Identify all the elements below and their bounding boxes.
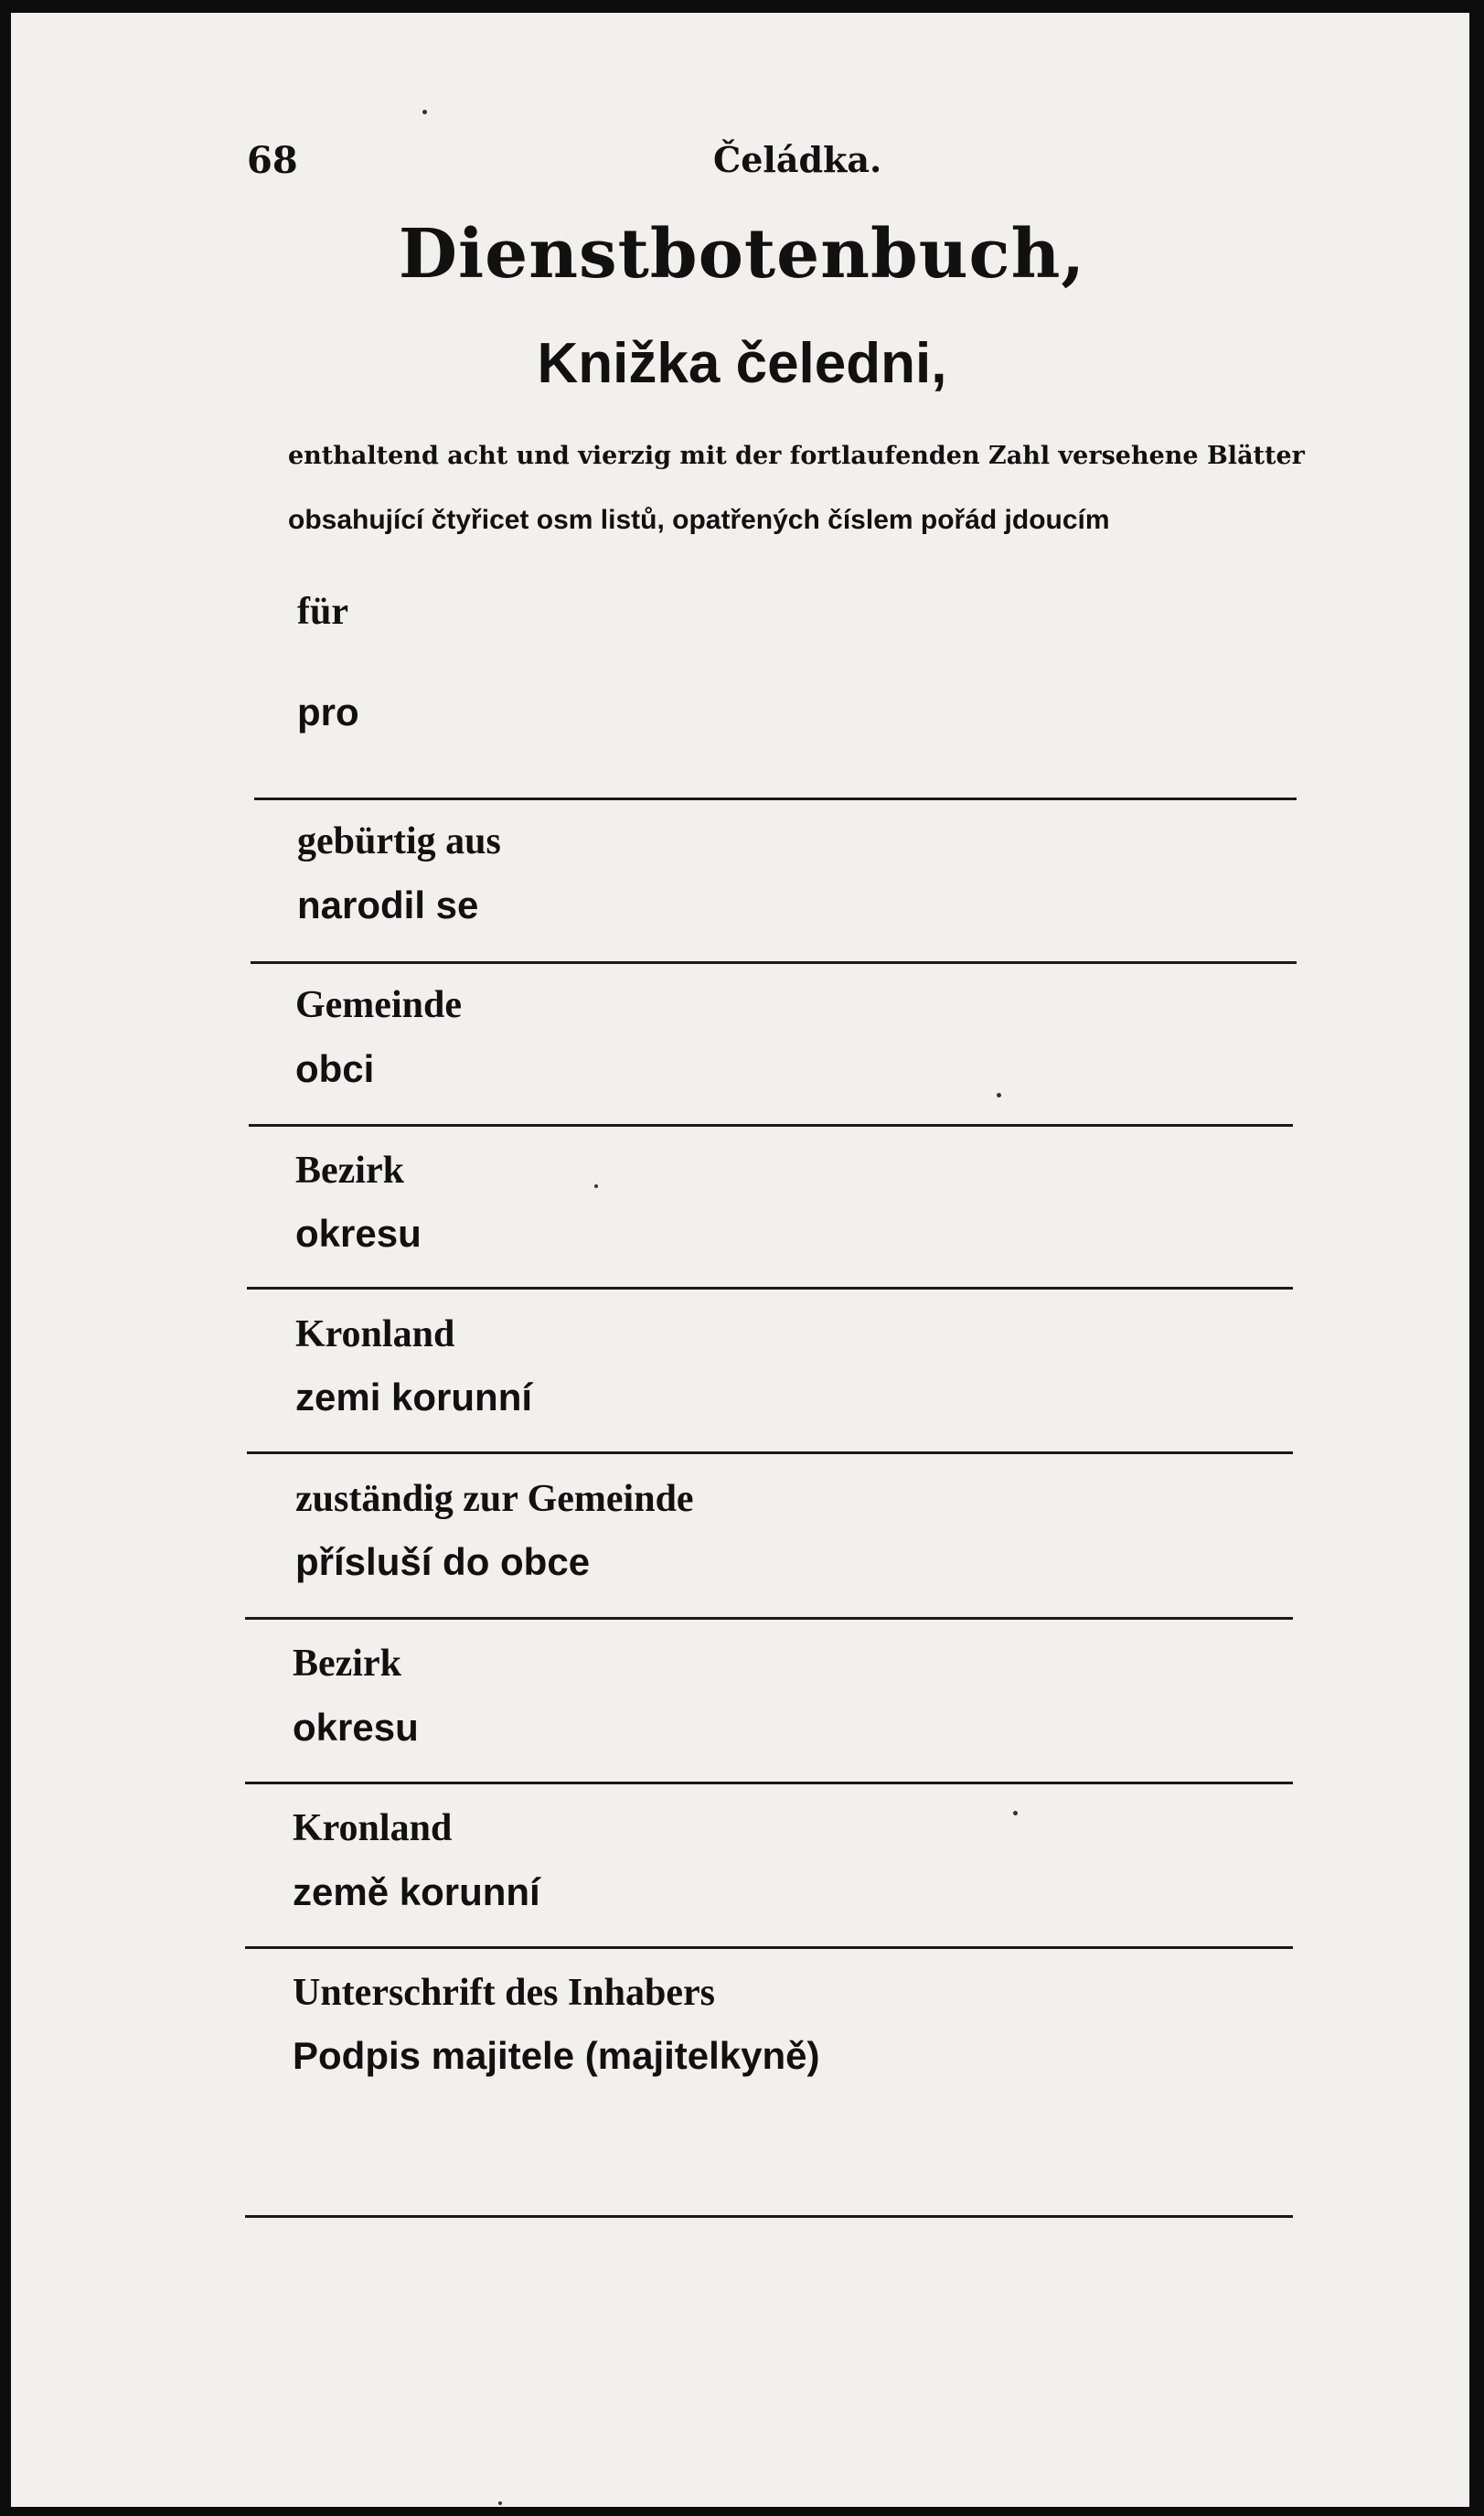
- field-crownland-german: Kronland: [295, 1313, 455, 1355]
- field-domicile-german: zuständig zur Gemeinde: [295, 1478, 694, 1520]
- field-for-czech: pro: [297, 691, 359, 733]
- field-municipality-czech: obci: [295, 1047, 375, 1090]
- field-crownland-czech: zemi korunní: [295, 1376, 533, 1419]
- field-district-czech: okresu: [295, 1212, 422, 1255]
- field-rule-signature: [245, 2215, 1293, 2218]
- field-rule-crownland2: [245, 1946, 1293, 1949]
- field-birthplace-german: gebürtig aus: [297, 820, 501, 862]
- field-rule-domicile: [245, 1617, 1293, 1620]
- title-german: Dienstbotenbuch,: [398, 215, 1086, 294]
- field-rule-district: [247, 1287, 1293, 1290]
- field-rule-district2: [245, 1782, 1293, 1784]
- scan-speck: [498, 2501, 502, 2505]
- scan-speck: [1013, 1811, 1018, 1815]
- subtitle-czech: obsahující čtyřicet osm listů, opatřených číslem pořád jdoucím: [288, 505, 1110, 535]
- field-district2-german: Bezirk: [293, 1643, 401, 1685]
- field-signature-german: Unterschrift des Inhabers: [293, 1972, 715, 2014]
- field-rule-crownland: [247, 1451, 1293, 1454]
- page-number: 68: [247, 139, 298, 182]
- field-birthplace-czech: narodil se: [297, 883, 479, 926]
- scan-speck: [422, 110, 427, 114]
- title-czech: Knižka čeledni,: [537, 332, 947, 395]
- scan-speck: [594, 1184, 598, 1188]
- scan-speck: [997, 1093, 1001, 1097]
- field-district2-czech: okresu: [293, 1706, 419, 1749]
- field-crownland2-german: Kronland: [293, 1807, 453, 1849]
- field-district-german: Bezirk: [295, 1150, 404, 1192]
- field-municipality-german: Gemeinde: [295, 984, 462, 1026]
- field-rule-municipality: [249, 1124, 1293, 1127]
- scan-border-bottom: [0, 2507, 1484, 2516]
- field-signature-czech: Podpis majitele (majitelkyně): [293, 2034, 820, 2077]
- field-rule-for: [254, 798, 1297, 800]
- scan-border-top: [0, 0, 1484, 13]
- field-for-german: für: [297, 591, 348, 633]
- subtitle-german: enthaltend acht und vierzig mit der fortlaufenden Zahl versehene Blätter: [288, 442, 1305, 470]
- field-domicile-czech: přísluší do obce: [295, 1540, 591, 1583]
- field-rule-birthplace: [251, 961, 1297, 964]
- running-head: Čeládka.: [713, 139, 882, 180]
- field-crownland2-czech: země korunní: [293, 1870, 540, 1913]
